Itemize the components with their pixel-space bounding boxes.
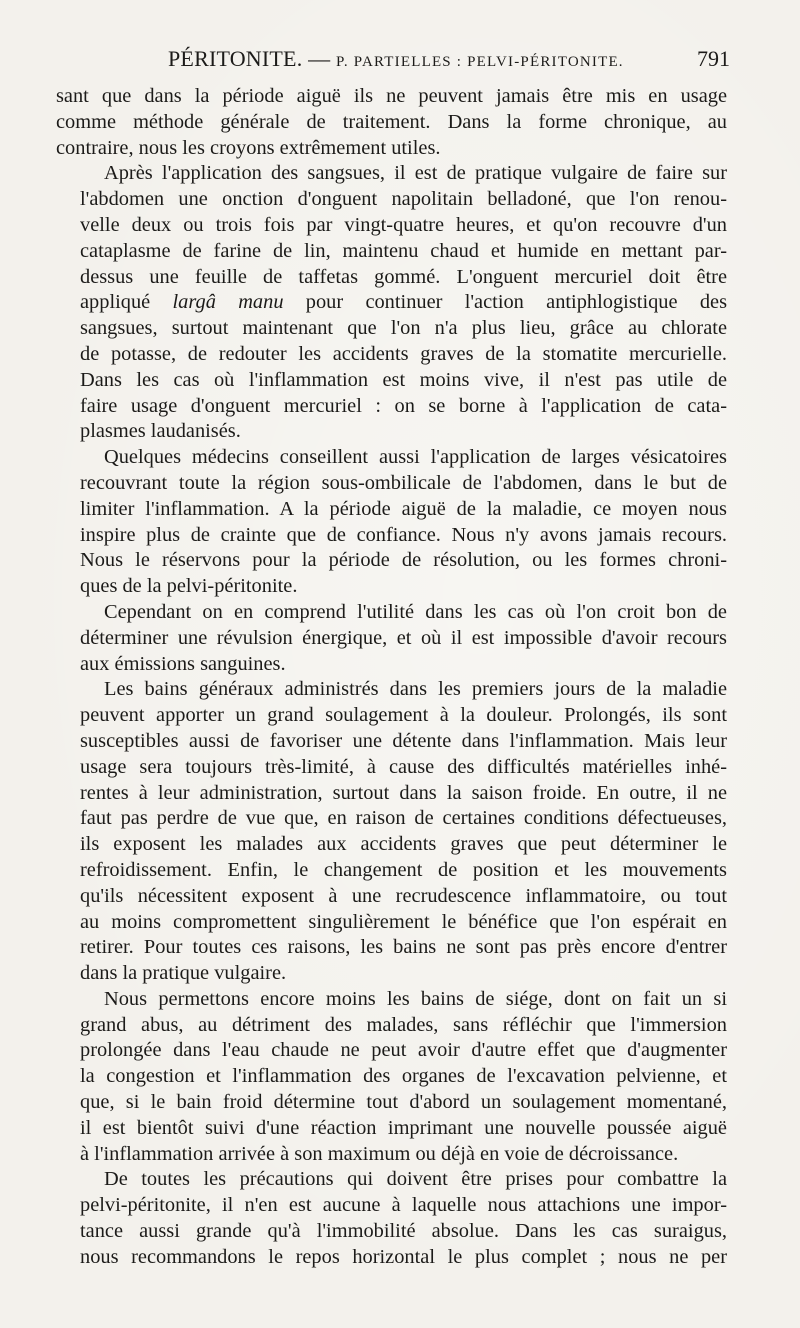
text-line: dessus une feuille de taffetas gommé. L'onguent mercuriel doit être [80,265,727,288]
text-line: la congestion et l'inflammation des organes de l'excavation pelvienne, et [80,1065,727,1088]
text-line: susceptibles aussi de favoriser une détente dans l'inflammation. Mais leur [80,729,727,752]
text-line: Quelques médecins conseillent aussi l'application de larges vésicatoires [104,446,727,469]
text-line: appliqué largâ manu pour continuer l'action antiphlogistique des [80,291,727,314]
paragraph-3 [56,445,727,600]
text-line: au moins compromettent singulièrement le bénéfice que l'on espérait en [80,910,727,933]
text-line: prolongée dans l'eau chaude ne peut avoir d'autre effet que d'augmenter [80,1039,727,1062]
text-line: Dans les cas où l'inflammation est moins vive, il n'est pas utile de [80,368,727,391]
text-line: déterminer une révulsion énergique, et où il est impossible d'avoir recours [80,626,727,649]
text-line: que, si le bain froid détermine tout d'abord un soulagement momentané, [80,1091,727,1114]
text-line: rentes à leur administration, surtout dans la saison froide. En outre, il ne [80,781,727,804]
text-line: grand abus, au détriment des malades, sans réfléchir que l'immersion [80,1013,727,1036]
text-line: usage sera toujours très-limité, à cause des difficultés matérielles inhé- [80,755,727,778]
text-line: limiter l'inflammation. A la période aiguë de la maladie, ce moyen nous [80,497,727,520]
running-head-separator: — [308,46,331,71]
text-line: retirer. Pour toutes ces raisons, les bains ne sont pas près encore d'entrer [80,936,727,959]
text-line: sangsues, surtout maintenant que l'on n'a plus lieu, grâce au chlorate [80,317,727,340]
text-line: Nous le réservons pour la période de résolution, ou les formes chroni- [80,549,727,572]
text-line: pelvi-péritonite, il n'en est aucune à laquelle nous attachions une impor- [80,1194,727,1217]
running-head [168,46,624,72]
paragraph-1 [56,84,727,161]
text-line: dans la pratique vulgaire. [80,962,287,985]
text-line: faut pas perdre de vue que, en raison de certaines conditions défectueuses, [80,807,727,830]
text-line: aux émissions sanguines. [80,652,286,675]
text-line: nous recommandons le repos horizontal le plus complet ; nous ne per [80,1245,727,1268]
paragraph-4 [56,600,727,677]
text-line: plasmes laudanisés. [80,420,241,443]
text-line: il est bientôt suivi d'une réaction imprimant une nouvelle poussée aiguë [80,1116,727,1139]
text-line: faire usage d'onguent mercuriel : on se borne à l'application de cata- [80,394,727,417]
text-line: ques de la pelvi-péritonite. [80,575,298,598]
text-line: Après l'application des sangsues, il est de pratique vulgaire de faire sur [104,162,727,185]
text-line: recouvrant toute la région sous-ombilicale de l'abdomen, dans le but de [80,471,727,494]
paragraph-2 [56,161,727,445]
text-line: comme méthode générale de traitement. Dans la forme chronique, au [56,110,727,133]
text-line: à l'inflammation arrivée à son maximum ou déjà en voie de décroissance. [80,1142,679,1165]
running-head-subtitle: P. PARTIELLES : PELVI-PÉRITONITE. [336,54,624,70]
text-line: de potasse, de redouter les accidents graves de la stomatite mercurielle. [80,342,727,365]
paragraph-5 [56,677,727,987]
page-number: 791 [697,46,730,71]
running-head-title: PÉRITONITE. [168,46,303,71]
text-line: inspire plus de crainte que de confiance. Nous n'y avons jamais recours. [80,523,727,546]
body-text [56,84,727,1271]
text-line: De toutes les précautions qui doivent être prises pour combattre la [104,1168,727,1191]
text-line: Les bains généraux administrés dans les premiers jours de la maladie [104,678,727,701]
text-line: l'abdomen une onction d'onguent napolitain belladoné, que l'on renou- [80,188,727,211]
text-line: refroidissement. Enfin, le changement de position et les mouvements [80,858,727,881]
page-header [56,46,730,76]
text-line: ils exposent les malades aux accidents graves que peut déterminer le [80,833,727,856]
paragraph-7 [56,1167,727,1270]
text-line: Nous permettons encore moins les bains de siége, dont on fait un si [104,987,727,1010]
text-line: velle deux ou trois fois par vingt-quatre heures, et qu'on recouvre d'un [80,213,727,236]
text-line: qu'ils nécessitent exposent à une recrudescence inflammatoire, ou tout [80,884,727,907]
text-line: Cependant on en comprend l'utilité dans les cas où l'on croit bon de [104,600,727,623]
text-line: sant que dans la période aiguë ils ne peuvent jamais être mis en usage [56,85,727,107]
text-line: cataplasme de farine de lin, maintenu chaud et humide en mettant par- [80,239,727,262]
text-line: peuvent apporter un grand soulagement à la douleur. Prolongés, ils sont [80,704,727,727]
text-line: contraire, nous les croyons extrêmement utiles. [56,136,441,159]
italic-phrase: largâ manu [172,291,284,314]
text-line: tance aussi grande qu'à l'immobilité absolue. Dans les cas suraigus, [80,1220,727,1243]
paragraph-6 [56,987,727,1168]
